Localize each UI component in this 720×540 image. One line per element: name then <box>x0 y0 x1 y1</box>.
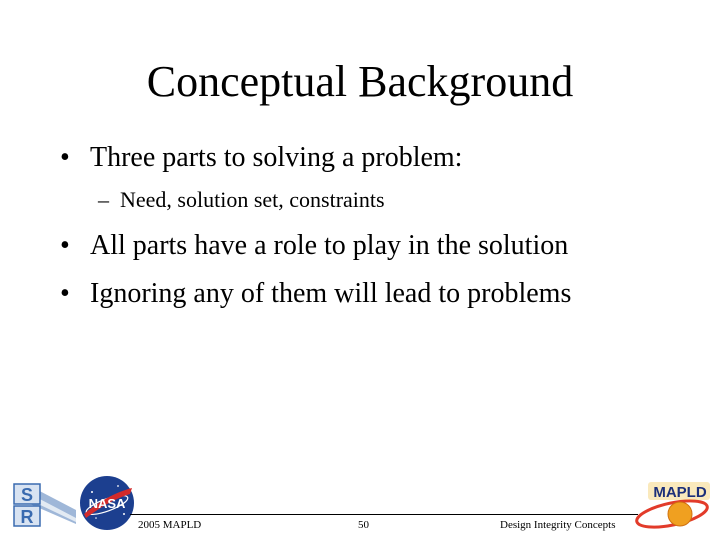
svg-text:S: S <box>20 485 34 505</box>
svg-text:R: R <box>20 507 34 527</box>
nasa-logo-icon <box>78 474 136 532</box>
bullet-item <box>60 140 462 176</box>
footer-divider <box>130 514 638 515</box>
bullet-symbol: • <box>60 230 70 261</box>
slide-title: Conceptual Background <box>146 57 574 106</box>
sub-bullet-item <box>98 186 385 214</box>
bullet-item <box>60 276 571 312</box>
footer-page-number: 50 <box>358 519 369 531</box>
bullet-item <box>60 228 568 264</box>
bullet-text: Ignoring any of them will lead to problems <box>90 278 572 309</box>
footer-left-text: 2005 MAPLD <box>138 519 202 531</box>
bullet-symbol: • <box>60 278 70 309</box>
svg-text:MAPLD: MAPLD <box>653 484 707 501</box>
bullet-symbol: • <box>60 142 70 173</box>
sar-logo-icon <box>10 480 76 528</box>
sub-bullet-text: Need, solution set, constraints <box>120 187 385 212</box>
svg-text:NASA: NASA <box>88 496 126 511</box>
footer-right-text: Design Integrity Concepts <box>500 519 616 531</box>
sub-bullet-symbol: – <box>98 187 109 212</box>
mapld-logo-icon <box>630 476 714 532</box>
bullet-text: All parts have a role to play in the solution <box>90 230 569 261</box>
bullet-text: Three parts to solving a problem: <box>90 142 463 173</box>
